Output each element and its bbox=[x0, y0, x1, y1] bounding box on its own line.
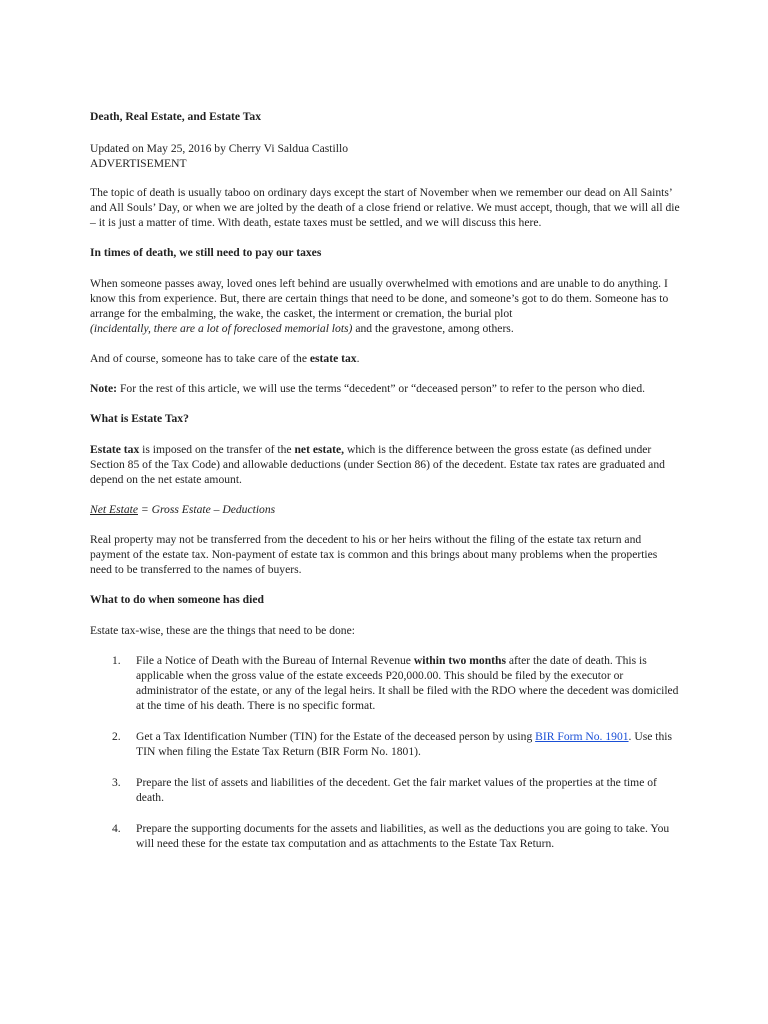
heading-what-to-do: What to do when someone has died bbox=[90, 593, 264, 606]
list-text: File a Notice of Death with the Bureau of Internal Revenue bbox=[136, 654, 414, 667]
byline: Updated on May 25, 2016 by Cherry Vi Saldua Castillo bbox=[90, 142, 348, 155]
list-item bbox=[112, 729, 680, 759]
list-number: 1. bbox=[112, 654, 121, 667]
list-text: . Use this TIN when filing the Estate Tax Return (BIR Form No. 1801). bbox=[136, 730, 673, 758]
italic-aside: (incidentally, there are a lot of foreclosed memorial lots) bbox=[90, 322, 353, 335]
formula-rest: = Gross Estate – Deductions bbox=[137, 503, 276, 516]
paragraph-text: which is the difference between the gross estate (as defined under Section 85 of the Tax Code) and allowable deductions (under Section 86) of the decedent. Estate tax rates are graduated and depend on the net estate amount. bbox=[90, 443, 665, 486]
list-item bbox=[112, 775, 680, 805]
paragraph-text: And of course, someone has to take care of the bbox=[90, 352, 310, 365]
paragraph-text: . bbox=[356, 352, 360, 365]
bold-term: Estate tax bbox=[90, 443, 140, 456]
definition-paragraph bbox=[90, 442, 680, 487]
note-paragraph bbox=[90, 381, 680, 396]
list-text: after the date of death. This is applicable when the gross value of the estate exceeds P20,000.00. This should be filed by the executor or administrator of the estate, or any of the legal heirs. It shall be filed with the RDO where the decedent was domiciled at the time of his death. There is no specific format. bbox=[136, 654, 679, 712]
list-text: Get a Tax Identification Number (TIN) for the Estate of the deceased person by using bbox=[136, 730, 536, 743]
bold-term: within two months bbox=[413, 654, 506, 667]
paragraph-text: is imposed on the transfer of the bbox=[139, 443, 295, 456]
net-estate-formula bbox=[90, 502, 680, 517]
list-item bbox=[112, 653, 680, 713]
list-text: Prepare the supporting documents for the assets and liabilities, as well as the deductions you are going to take. You will need these for the estate tax computation and as attachments to the Estate Tax Return. bbox=[136, 822, 670, 850]
heading-what-is-estate-tax: What is Estate Tax? bbox=[90, 412, 189, 425]
paragraph-passes-away bbox=[90, 276, 680, 336]
bold-term: estate tax bbox=[309, 352, 357, 365]
paragraph-of-course bbox=[90, 351, 680, 366]
list-number: 4. bbox=[112, 822, 121, 835]
paragraph-text: When someone passes away, loved ones left behind are usually overwhelmed with emotions and are unable to do anything. I know this from experience. But, there are certain things that need to be done, and someone’s got to do them. Someone has to arrange for the embalming, the wake, the casket, the interment or cremation, the burial plot bbox=[90, 277, 669, 320]
paragraph-text: and the gravestone, among others. bbox=[352, 322, 514, 335]
note-label: Note: bbox=[90, 382, 118, 395]
formula-term: Net Estate bbox=[90, 503, 138, 516]
article-meta bbox=[90, 141, 680, 171]
heading-times-of-death: In times of death, we still need to pay our taxes bbox=[90, 246, 322, 259]
todo-intro: Estate tax-wise, these are the things that need to be done: bbox=[90, 624, 355, 637]
steps-list bbox=[90, 653, 680, 851]
advertisement-label: ADVERTISEMENT bbox=[90, 157, 187, 170]
bir-form-1901-link[interactable]: BIR Form No. 1901 bbox=[535, 730, 629, 743]
intro-paragraph: The topic of death is usually taboo on ordinary days except the start of November when we remember our dead on All Saints’ and All Souls’ Day, or when we are jolted by the death of a close friend or relative. We must accept, though, that we will all die – it is just a matter of time. With death, estate taxes must be settled, and we will discuss this here. bbox=[90, 186, 680, 229]
list-number: 2. bbox=[112, 730, 121, 743]
article-title: Death, Real Estate, and Estate Tax bbox=[90, 110, 262, 123]
article-body bbox=[90, 109, 680, 867]
list-item bbox=[112, 821, 680, 851]
bold-term: net estate, bbox=[294, 443, 345, 456]
list-number: 3. bbox=[112, 776, 121, 789]
note-text: For the rest of this article, we will use the terms “decedent” or “deceased person” to refer to the person who died. bbox=[117, 382, 646, 395]
property-paragraph: Real property may not be transferred from the decedent to his or her heirs without the filing of the estate tax return and payment of the estate tax. Non-payment of estate tax is common and this brings about many problems when the properties need to be transferred to the names of buyers. bbox=[90, 533, 658, 576]
list-text: Prepare the list of assets and liabilities of the decedent. Get the fair market values of the properties at the time of death. bbox=[136, 776, 657, 804]
